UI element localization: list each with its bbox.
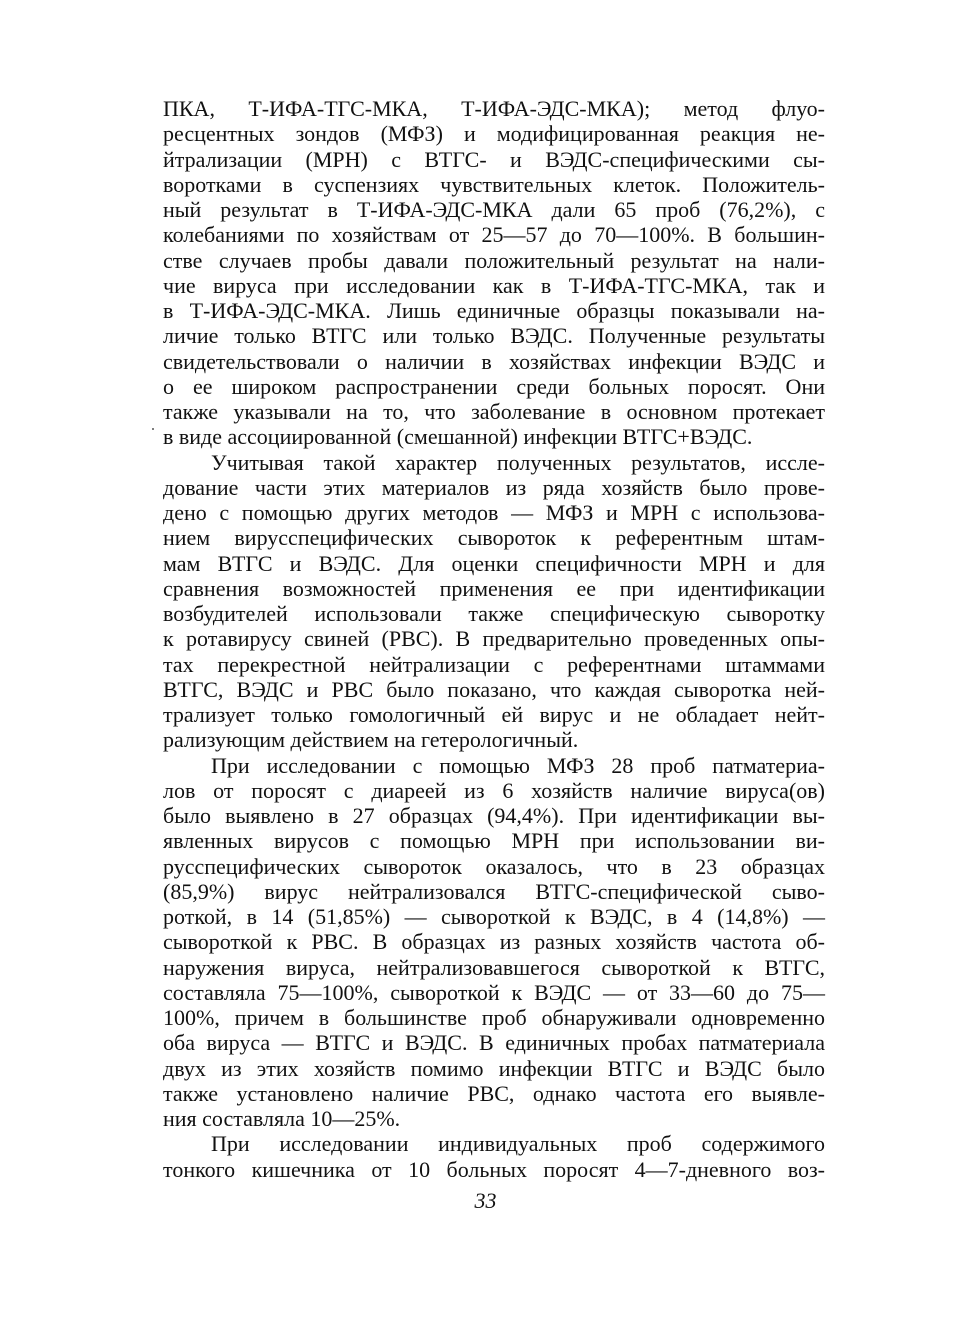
text-line: йтрализации (МРН) с ВТГС- и ВЭДС-специфическими сы- — [163, 146, 825, 172]
text-line: наружения вируса, нейтрализовавшегося сывороткой к ВТГС, — [163, 954, 825, 980]
text-line: было выявлено в 27 образцах (94,4%). При идентификации вы- — [163, 803, 825, 828]
text-line: При исследовании с помощью МФЗ 28 проб патматериа- — [211, 752, 825, 778]
text-line: (85,9%) вирус нейтрализовался ВТГС-специфической сыво- — [163, 878, 825, 904]
text-line: нием вирусспецифических сывороток к референтным штам- — [163, 525, 825, 551]
text-line: оба вируса — ВТГС и ВЭДС. В единичных пробах патматериала — [163, 1030, 825, 1056]
page-number: 33 — [474, 1188, 497, 1213]
text-line: о ее широком распространении среди больных поросят. Они — [163, 373, 825, 399]
text-line: тонкого кишечника от 10 больных поросят 4—7-дневного воз- — [163, 1156, 825, 1182]
body-text — [163, 96, 825, 1182]
text-line: колебаниями по хозяйствам от 25—57 до 70—100%. В большин- — [163, 222, 825, 248]
text-line: в виде ассоциированной (смешанной) инфекции ВТГС+ВЭДС. — [163, 424, 753, 450]
text-line: Учитывая такой характер полученных результатов, иссле- — [211, 449, 825, 475]
text-line: личие только ВТГС или только ВЭДС. Полученные результаты — [163, 323, 825, 349]
text-line: двух из этих хозяйств помимо инфекции ВТГС и ВЭДС было — [163, 1055, 825, 1081]
text-line: мам ВТГС и ВЭДС. Для оценки специфичности МРН и для — [163, 550, 825, 576]
text-line: ный результат в Т-ИФА-ЭДС-МКА дали 65 проб (76,2%), с — [163, 197, 825, 222]
text-line: сывороткой к РВС. В образцах из разных хозяйств частота об- — [163, 929, 825, 955]
text-line: составляла 75—100%, сывороткой к ВЭДС — от 33—60 до 75— — [163, 979, 825, 1005]
text-line: к ротавирусу свиней (РВС). В предварительно проведенных опы- — [163, 626, 825, 652]
text-line: дование части этих материалов из ряда хозяйств было прове- — [163, 474, 825, 500]
text-line: 100%, причем в большинстве проб обнаруживали одновременно — [163, 1005, 825, 1030]
text-line: воротками в суспензиях чувствительных клеток. Положитель- — [163, 171, 825, 197]
text-line: ПКА, Т-ИФА-ТГС-МКА, Т-ИФА-ЭДС-МКА); метод флуо- — [163, 96, 825, 121]
text-line: роткой, в 14 (51,85%) — сывороткой к ВЭДС, в 4 (14,8%) — — [163, 904, 825, 929]
text-line: сравнения возможностей применения ее при идентификации — [163, 575, 825, 601]
text-line: дено с помощью других методов — МФЗ и МРН с использова- — [163, 500, 825, 525]
text-line: чие вируса при исследовании как в Т-ИФА-ТГС-МКА, так и — [163, 272, 825, 298]
scan-speck — [152, 428, 154, 430]
text-line: тах перекрестной нейтрализации с референтнами штаммами — [163, 651, 825, 677]
text-line: ВТГС, ВЭДС и РВС было показано, что каждая сыворотка ней- — [163, 676, 825, 702]
text-line: русспецифических сывороток оказалось, что в 23 образцах — [163, 853, 825, 879]
text-line: стве случаев пробы давали положительный результат на нали- — [163, 247, 825, 273]
text-line: рализующим действием на гетерологичный. — [163, 727, 579, 753]
text-line: При исследовании индивидуальных проб содержимого — [211, 1131, 825, 1157]
text-line: также указывали на то, что заболевание в основном протекает — [163, 399, 825, 424]
text-line: ния составляла 10—25%. — [163, 1106, 401, 1131]
text-line: возбудителей использовали также специфическую сыворотку — [163, 601, 825, 626]
text-line: лов от поросят с диареей из 6 хозяйств наличие вируса(ов) — [163, 777, 825, 803]
text-line: ресцентных зондов (МФЗ) и модифицированная реакция не- — [163, 121, 825, 147]
text-line: свидетельствовали о наличии в хозяйствах инфекции ВЭДС и — [163, 348, 825, 374]
text-line: явленных вирусов с помощью МРН при использовании ви- — [163, 828, 825, 854]
text-line: также установлено наличие РВС, однако частота его выявле- — [163, 1080, 825, 1106]
text-line: трализует только гомологичный ей вирус и не обладает нейт- — [163, 702, 825, 727]
text-line: в Т-ИФА-ЭДС-МКА. Лишь единичные образцы показывали на- — [163, 298, 825, 323]
